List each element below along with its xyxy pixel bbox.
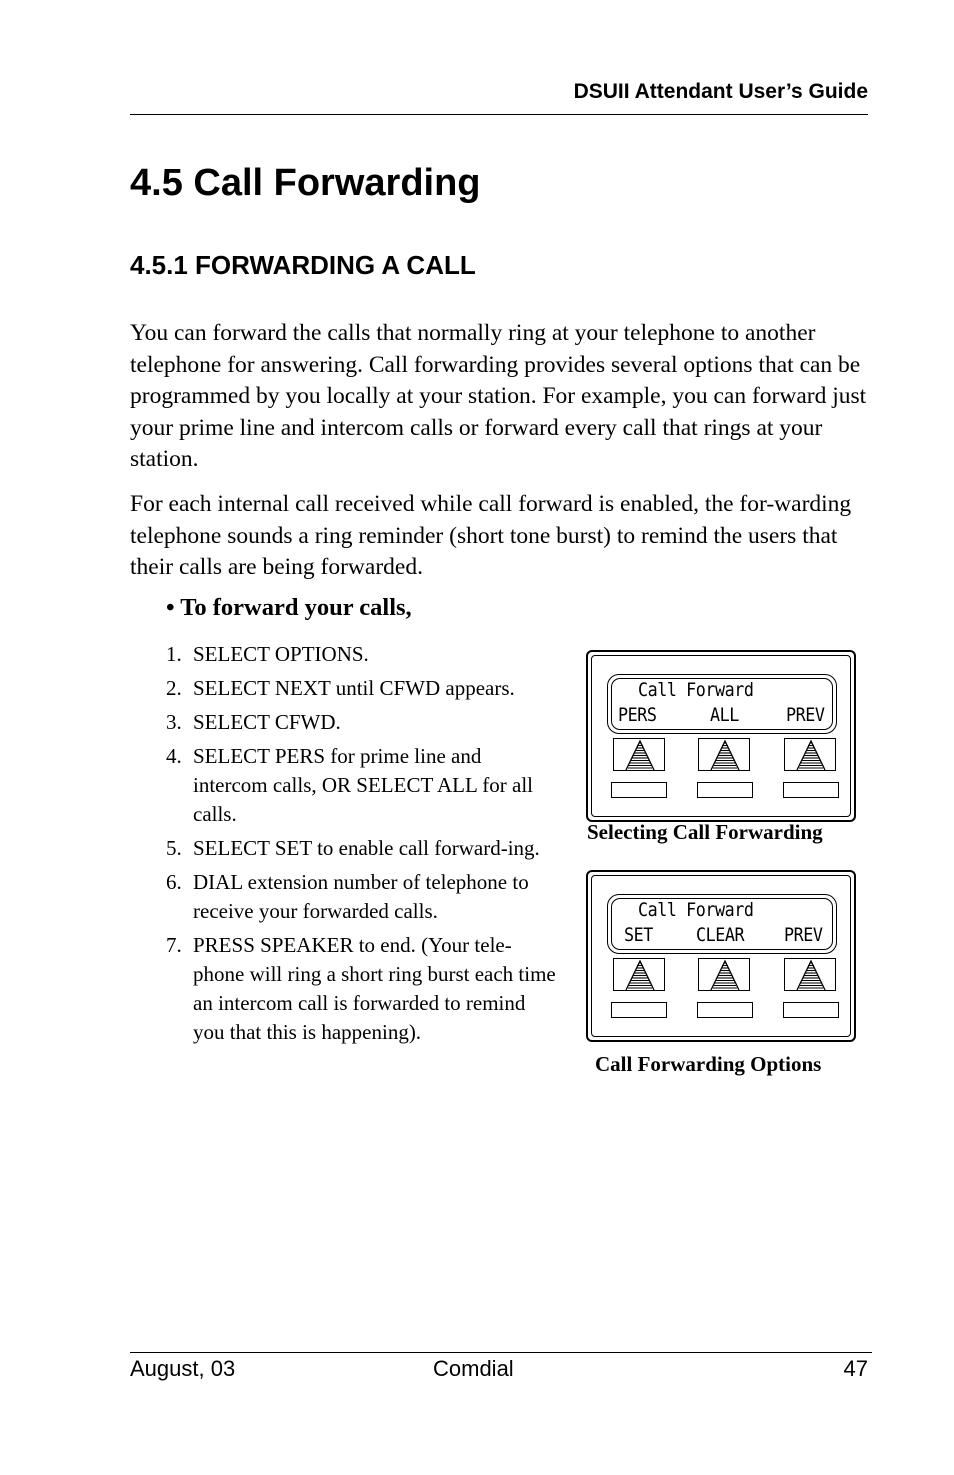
ring-reminder-paragraph: For each internal call received while call forward is enabled, the for-warding telephone sounds a ring reminder (short tone burst) to remind the users that their calls are being forwarded. [130, 491, 852, 580]
step-text: SELECT PERS for prime line and intercom calls, OR SELECT ALL for all calls. [193, 744, 534, 826]
step-number: 2. [166, 676, 182, 700]
lcd-title-text: Call Forward [638, 679, 754, 701]
step-item [166, 742, 561, 829]
page-number: 47 [843, 1356, 868, 1381]
led-indicator [783, 1002, 839, 1018]
step-number: 1. [166, 642, 182, 666]
softkey-button-icon[interactable] [613, 958, 665, 991]
softkey-button-icon[interactable] [784, 738, 836, 771]
lcd-key-label: PREV [784, 924, 823, 946]
led-indicator [611, 1002, 667, 1018]
header-rule [130, 114, 868, 115]
phone-display-panel [586, 650, 856, 822]
softkey-button-icon[interactable] [698, 958, 750, 991]
figure-call-forwarding-options [586, 870, 856, 1042]
step-number: 6. [166, 870, 182, 894]
softkey-button-icon[interactable] [698, 738, 750, 771]
lcd-title-text: Call Forward [638, 899, 754, 921]
step-number: 3. [166, 710, 182, 734]
step-text: SELECT CFWD. [193, 710, 341, 734]
figure-caption: Call Forwarding Options [595, 1052, 822, 1076]
footer-company: Comdial [433, 1356, 514, 1381]
intro-paragraph: You can forward the calls that normally ring at your telephone to another telephone for answering. Call forwarding provides several options that can be programmed by you locally at your station. For example, you can forward just your prime line and intercom calls or forward every call that rings at your station. [130, 320, 867, 472]
led-indicator [611, 782, 667, 798]
led-indicator [697, 782, 753, 798]
running-header: DSUII Attendant User’s Guide [573, 80, 868, 103]
subsection-title: 4.5.1 FORWARDING A CALL [130, 250, 476, 280]
step-item [166, 834, 561, 863]
step-item [166, 640, 561, 669]
led-indicator [783, 782, 839, 798]
step-number: 7. [166, 933, 182, 957]
step-text: SELECT SET to enable call forward-ing. [193, 836, 540, 860]
step-number: 4. [166, 744, 182, 768]
lcd-key-label: PERS [618, 704, 657, 726]
lcd-key-label: ALL [710, 704, 739, 726]
lcd-key-label: CLEAR [696, 924, 745, 946]
step-item [166, 931, 561, 1047]
lcd-display [607, 894, 837, 954]
section-title: 4.5 Call Forwarding [130, 162, 481, 204]
step-text: SELECT OPTIONS. [193, 642, 369, 666]
figure-selecting-call-forwarding [586, 650, 856, 822]
step-item [166, 708, 561, 737]
softkey-button-icon[interactable] [784, 958, 836, 991]
procedure-heading: • To forward your calls, [166, 594, 412, 621]
step-text: SELECT NEXT until CFWD appears. [193, 676, 515, 700]
softkey-button-icon[interactable] [613, 738, 665, 771]
lcd-key-label: SET [624, 924, 653, 946]
phone-display-panel [586, 870, 856, 1042]
step-text: PRESS SPEAKER to end. (Your tele-phone will ring a short ring burst each time an intercom call is forwarded to remind you that this is happening). [193, 933, 556, 1044]
footer-rule [130, 1352, 872, 1353]
step-number: 5. [166, 836, 182, 860]
step-text: DIAL extension number of telephone to receive your forwarded calls. [193, 870, 529, 923]
figure-caption: Selecting Call Forwarding [587, 820, 823, 844]
procedure-steps [166, 640, 561, 1052]
lcd-display [607, 674, 837, 734]
step-item [166, 868, 561, 926]
step-item [166, 674, 561, 703]
led-indicator [697, 1002, 753, 1018]
lcd-key-label: PREV [786, 704, 825, 726]
footer-date: August, 03 [130, 1356, 236, 1381]
